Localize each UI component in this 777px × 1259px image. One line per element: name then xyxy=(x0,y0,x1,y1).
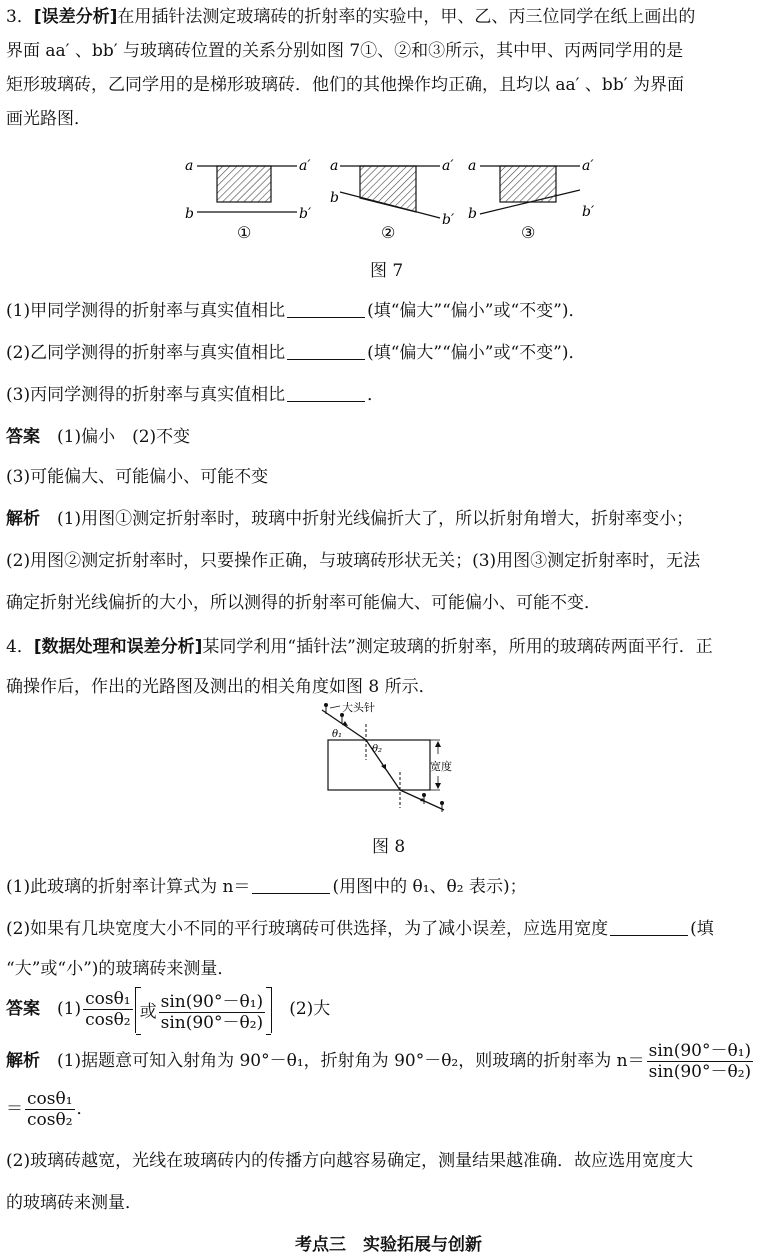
q4-analysis-line1 xyxy=(6,1036,755,1086)
q4-ans-den1: cosθ₂ xyxy=(85,1010,131,1030)
fig7-p1-b: b xyxy=(185,206,194,222)
q4-tag: [数据处理和误差分析] xyxy=(33,637,203,657)
figure-7-panel-3 xyxy=(468,158,595,242)
q3-sub2-blank xyxy=(287,341,365,360)
q4-analysis1: (1)据题意可知入射角为 90°－θ₁，折射角为 90°－θ₂，则玻璃的折射率为 n＝ xyxy=(57,1051,645,1071)
fig8-theta1: θ₁ xyxy=(332,729,343,740)
q4-analysis4: 的玻璃砖来测量． xyxy=(6,1193,142,1213)
fig7-label-1: ① xyxy=(237,223,252,242)
fig8-pin-label: 大头针 xyxy=(342,702,375,714)
q3-answer-label: 答案 xyxy=(6,427,40,447)
q3-tag: [误差分析] xyxy=(33,7,118,27)
q4-answer-label: 答案 xyxy=(6,999,40,1019)
q3-sub1-tail: (填“偏大”“偏小”或“不变”)． xyxy=(367,301,586,321)
q4-analysis3: (2)玻璃砖越宽，光线在玻璃砖内的传播方向越容易确定，测量结果越准确．故应选用宽度大 xyxy=(6,1151,694,1171)
q4-answer-frac2 xyxy=(159,992,266,1033)
q4-an-num: sin(90°－θ₁) xyxy=(648,1041,752,1061)
q4-sub2: (2)如果有几块宽度大小不同的平行玻璃砖可供选择，为了减小误差，应选用宽度 xyxy=(6,919,609,939)
q3-analysis3: 确定折射光线偏折的大小，所以测得的折射率可能偏大、可能偏小、可能不变． xyxy=(6,593,601,613)
q3-line4: 画光路图． xyxy=(6,109,91,129)
fig7-p1-a: a xyxy=(185,158,194,174)
fig7-p2-b-prime: b′ xyxy=(442,212,455,228)
q3-answer1: (1)偏小 (2)不变 xyxy=(57,427,191,447)
fig7-p1-b-prime: b′ xyxy=(299,206,312,222)
q3-sub2: (2)乙同学测得的折射率与真实值相比 xyxy=(6,343,286,363)
q3-sub3-tail: ． xyxy=(367,385,385,405)
fig7-p2-b: b xyxy=(330,190,339,206)
fig8-width-label: 宽度 xyxy=(430,760,452,773)
q4-an-den: sin(90°－θ₂) xyxy=(648,1062,752,1082)
q4-analysis-rest xyxy=(6,1144,771,1220)
fig7-p2-a-prime: a′ xyxy=(442,158,454,174)
q4-answer-pre: (1) xyxy=(57,999,82,1019)
fig8-theta2: θ₂ xyxy=(372,744,383,755)
q4-ans-num2: sin(90°－θ₁) xyxy=(160,991,264,1012)
figure-7-panel-1 xyxy=(185,158,312,242)
q4-analysis-frac2 xyxy=(25,1089,75,1130)
figure-8 xyxy=(318,702,468,820)
q3-number: 3． xyxy=(6,7,34,27)
figure-7-panel-2 xyxy=(330,158,455,242)
q3-sub3-blank xyxy=(287,383,365,402)
figure-7-caption: 图 7 xyxy=(370,261,404,281)
q3-sub1-blank xyxy=(287,299,365,318)
fig7-label-3: ③ xyxy=(521,223,536,242)
section-title: 考点三 实验拓展与创新 xyxy=(295,1235,482,1255)
q4-sub2-tail: (填 xyxy=(690,919,714,939)
q3-answer2: (3)可能偏大、可能偏小、可能不变 xyxy=(6,467,269,487)
q3-text xyxy=(6,0,771,136)
q4-line2: 确操作后，作出的光路图及测出的相关角度如图 8 所示． xyxy=(6,677,436,697)
q4-ans-or: 或 xyxy=(139,1001,157,1022)
q4-an-num2: cosθ₁ xyxy=(27,1089,73,1109)
q3-subquestions xyxy=(6,294,771,620)
figure-7 xyxy=(175,150,615,250)
q4-text xyxy=(6,630,771,704)
fig7-p3-a-prime: a′ xyxy=(582,158,594,174)
q4-an-den2: cosθ₂ xyxy=(27,1110,73,1130)
pin-icon xyxy=(324,703,444,812)
q4-number: 4． xyxy=(6,637,34,657)
q3-sub2-tail: (填“偏大”“偏小”或“不变”)． xyxy=(367,343,586,363)
q4-ans-den2: sin(90°－θ₂) xyxy=(160,1012,264,1033)
figure-8-caption: 图 8 xyxy=(372,837,406,857)
fig7-p3-a: a xyxy=(468,158,477,174)
fig7-label-2: ② xyxy=(381,223,396,242)
fig7-p1-a-prime: a′ xyxy=(299,158,311,174)
fig7-p3-b: b xyxy=(468,206,477,222)
q4-line1: 某同学利用“插针法”测定玻璃的折射率，所用的玻璃砖两面平行．正 xyxy=(202,637,713,657)
q4-analysis-line2 xyxy=(6,1084,94,1134)
q4-sub2-blank xyxy=(610,917,688,936)
q3-line1: 在用插针法测定玻璃砖的折射率的实验中，甲、乙、丙三位同学在纸上画出的 xyxy=(117,7,696,27)
q4-answer xyxy=(6,984,330,1034)
q3-line2: 界面 aa′ 、bb′ 与玻璃砖位置的关系分别如图 7①、②和③所示，其中甲、丙两同学用的是 xyxy=(6,41,684,61)
q4-sub1: (1)此玻璃的折射率计算式为 n＝ xyxy=(6,877,251,897)
q4-ans-num1: cosθ₁ xyxy=(85,989,131,1009)
q4-sub2-line2: “大”或“小”)的玻璃砖来测量． xyxy=(6,959,235,979)
q4-an-eq: ＝ xyxy=(6,1099,23,1119)
q4-analysis-label: 解析 xyxy=(6,1051,40,1071)
q3-sub1: (1)甲同学测得的折射率与真实值相比 xyxy=(6,301,286,321)
q4-sub1-blank xyxy=(252,875,330,894)
q4-subquestions xyxy=(6,870,771,986)
q4-analysis-frac1 xyxy=(647,1041,754,1082)
fig7-p2-a: a xyxy=(330,158,339,174)
q4-answer-post: (2)大 xyxy=(289,999,331,1019)
q4-sub1-tail: (用图中的 θ₁、θ₂ 表示)； xyxy=(332,877,527,897)
q3-line3: 矩形玻璃砖，乙同学用的是梯形玻璃砖．他们的其他操作均正确，且均以 aa′ 、bb′ 为界面 xyxy=(6,75,684,95)
q4-an-end: ． xyxy=(76,1099,94,1119)
q4-answer-frac1 xyxy=(83,989,133,1030)
q3-analysis2: (2)用图②测定折射率时，只要操作正确，与玻璃砖形状无关；(3)用图③测定折射率时，无法 xyxy=(6,551,701,571)
q3-analysis1: (1)用图①测定折射率时，玻璃中折射光线偏折大了，所以折射角增大，折射率变小； xyxy=(57,509,694,529)
q4-answer-bracket xyxy=(135,987,273,1033)
fig7-p3-b-prime: b′ xyxy=(582,204,595,220)
q3-sub3: (3)丙同学测得的折射率与真实值相比 xyxy=(6,385,286,405)
q3-analysis-label: 解析 xyxy=(6,509,40,529)
